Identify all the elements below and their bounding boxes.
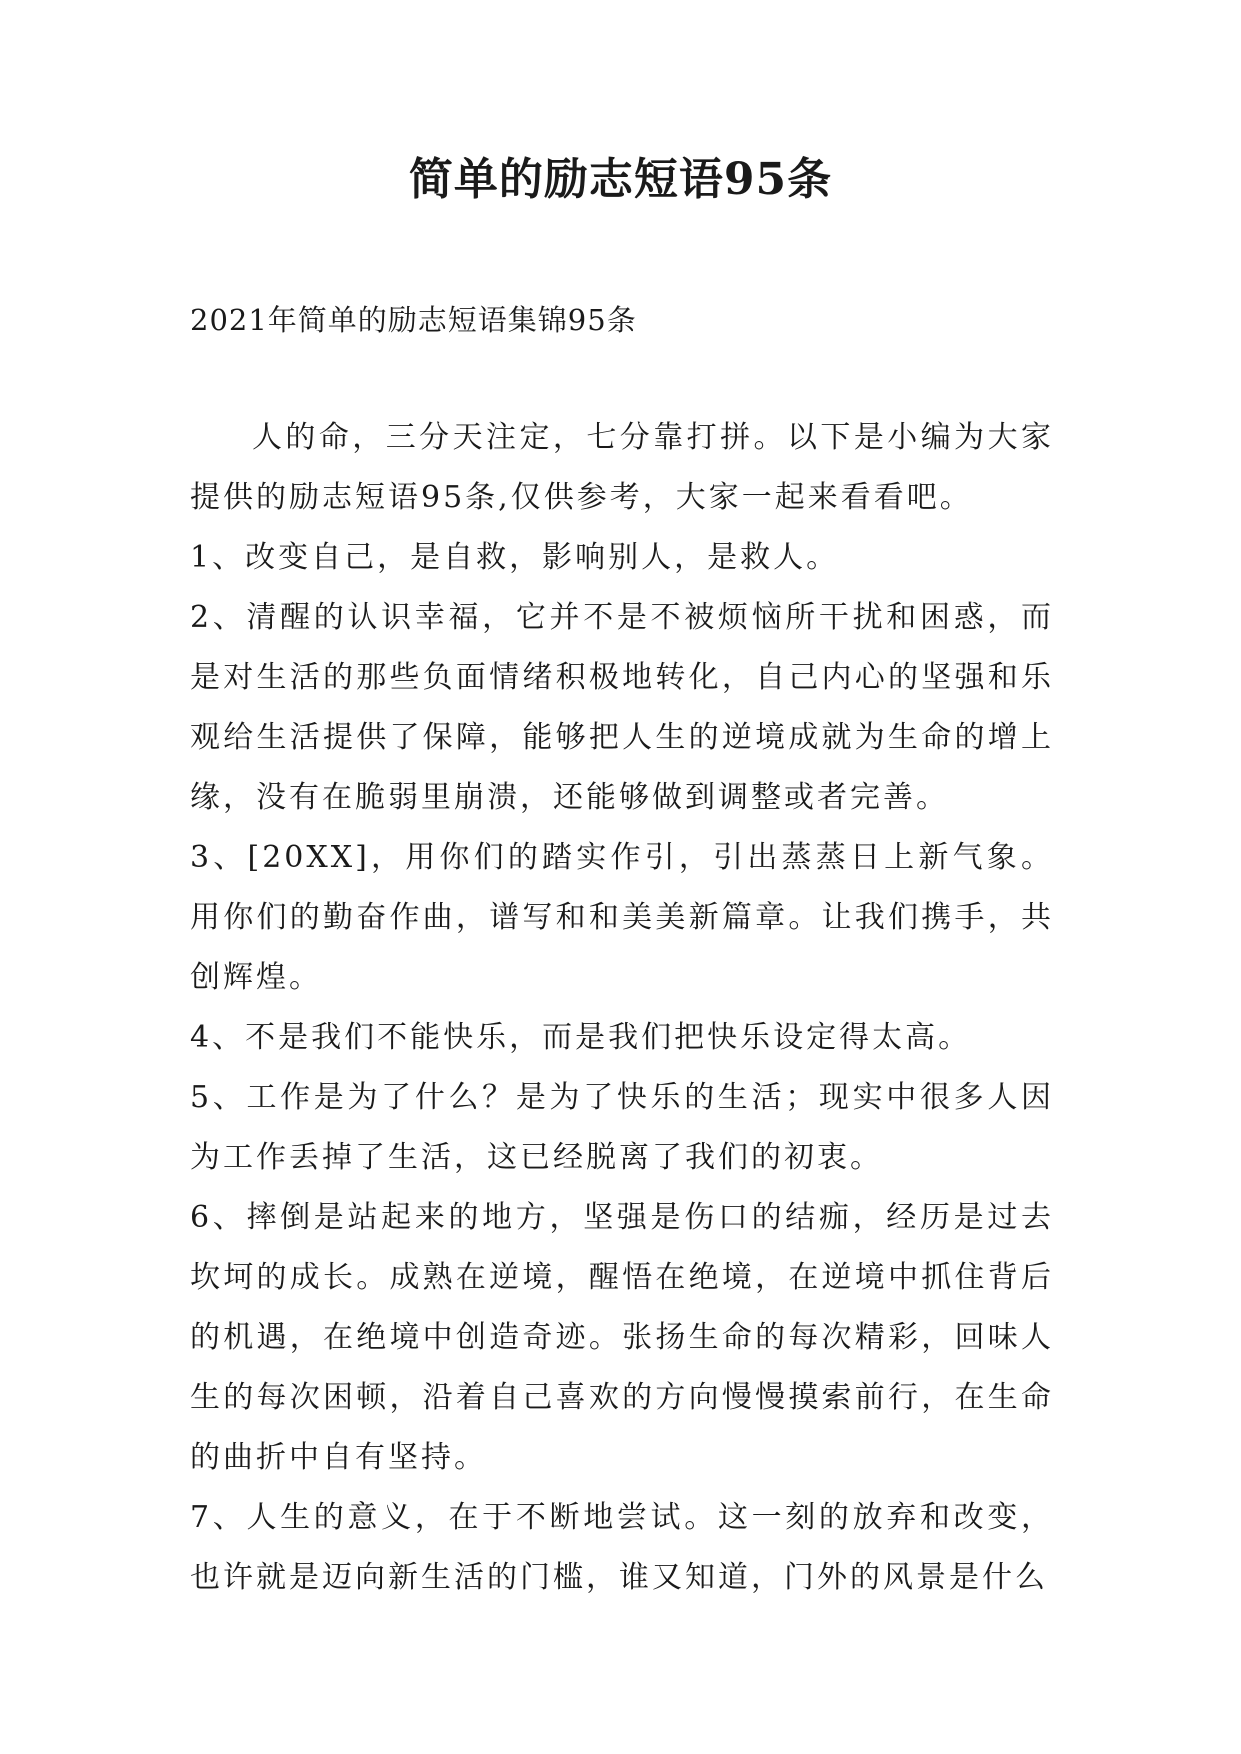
list-item: 6、摔倒是站起来的地方，坚强是伤口的结痂，经历是过去坎坷的成长。成熟在逆境，醒悟在绝境，在逆境中抓住背后的机遇，在绝境中创造奇迹。张扬生命的每次精彩，回味人生的每次困顿，沿着自己喜欢的方向慢慢摸索前行，在生命的曲折中自有坚持。: [190, 1200, 1054, 1475]
list-item: 4、不是我们不能快乐，而是我们把快乐设定得太高。: [190, 1020, 972, 1055]
intro-paragraph: 人的命，三分天注定，七分靠打拼。以下是小编为大家提供的励志短语95条,仅供参考，大家一起来看看吧。: [190, 420, 1054, 515]
list-item: 1、改变自己，是自救，影响别人，是救人。: [190, 540, 840, 575]
list-item: 2、清醒的认识幸福，它并不是不被烦恼所干扰和困惑，而是对生活的那些负面情绪积极地转化，自己内心的坚强和乐观给生活提供了保障，能够把人生的逆境成就为生命的增上缘，没有在脆弱里崩溃，还能够做到调整或者完善。: [190, 600, 1054, 815]
document-body: [190, 408, 1054, 1608]
list-item: 3、[20XX]，用你们的踏实作引，引出蒸蒸日上新气象。用你们的勤奋作曲，谱写和和美美新篇章。让我们携手，共创辉煌。: [190, 840, 1054, 995]
list-item: 5、工作是为了什么？是为了快乐的生活；现实中很多人因为工作丢掉了生活，这已经脱离了我们的初衷。: [190, 1080, 1054, 1175]
document-title: 简单的励志短语95条: [408, 154, 833, 205]
document-subtitle: 2021年简单的励志短语集锦95条: [190, 303, 637, 337]
list-item: 7、人生的意义，在于不断地尝试。这一刻的放弃和改变，也许就是迈向新生活的门槛，谁又知道，门外的风景是什么: [190, 1500, 1054, 1595]
